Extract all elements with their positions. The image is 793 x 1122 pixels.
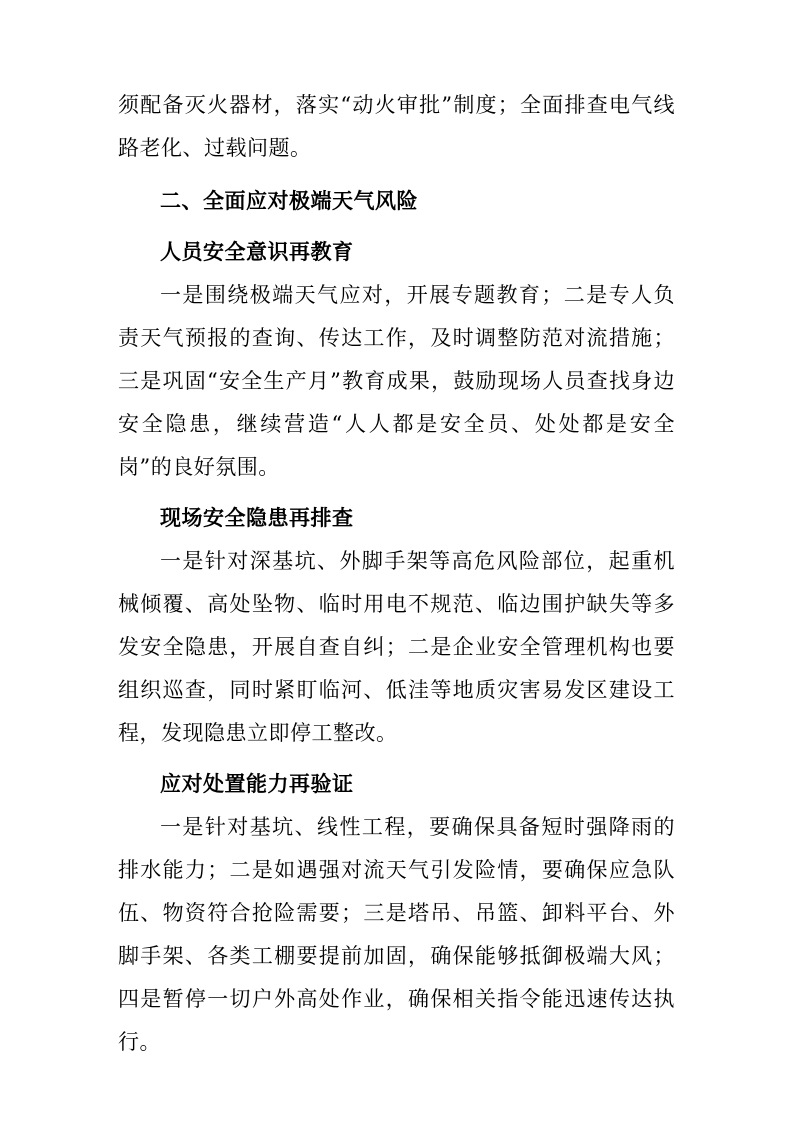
subsection-heading-response-capability-verification: 应对处置能力再验证: [160, 772, 354, 796]
paragraph-response-capability-verification: 一是针对基坑、线性工程，要确保具备短时强降雨的排水能力；二是如遇强对流天气引发险情，要确保应急队伍、物资符合抢险需要；三是塔吊、吊篮、卸料平台、外脚手架、各类工棚要提前加固，确保能够抵御极端大风；四是暂停一切户外高处作业，确保相关指令能迅速传达执行。: [118, 815, 675, 1054]
paragraph-personnel-safety-education: 一是围绕极端天气应对，开展专题教育；二是专人负责天气预报的查询、传达工作，及时调整防范对流措施；三是巩固“安全生产月”教育成果，鼓励现场人员查找身边安全隐患，继续营造“人人都是安全员、处处都是安全岗”的良好氛围。: [118, 283, 675, 479]
paragraph-continuation-fire-safety: 须配备灭火器材，落实“动火审批”制度；全面排查电气线路老化、过载问题。: [118, 93, 675, 160]
section-heading-two: 二、全面应对极端天气风险: [160, 189, 418, 213]
subsection-heading-personnel-safety-education: 人员安全意识再教育: [160, 240, 354, 264]
document-body: [118, 84, 675, 1064]
paragraph-site-hazard-investigation: 一是针对深基坑、外脚手架等高危风险部位，起重机械倾覆、高处坠物、临时用电不规范、临边围护缺失等多发安全隐患，开展自查自纠；二是企业安全管理机构也要组织巡查，同时紧盯临河、低洼等地质灾害易发区建设工程，发现隐患立即停工整改。: [118, 549, 675, 745]
subsection-heading-site-hazard-investigation: 现场安全隐患再排查: [160, 506, 354, 530]
